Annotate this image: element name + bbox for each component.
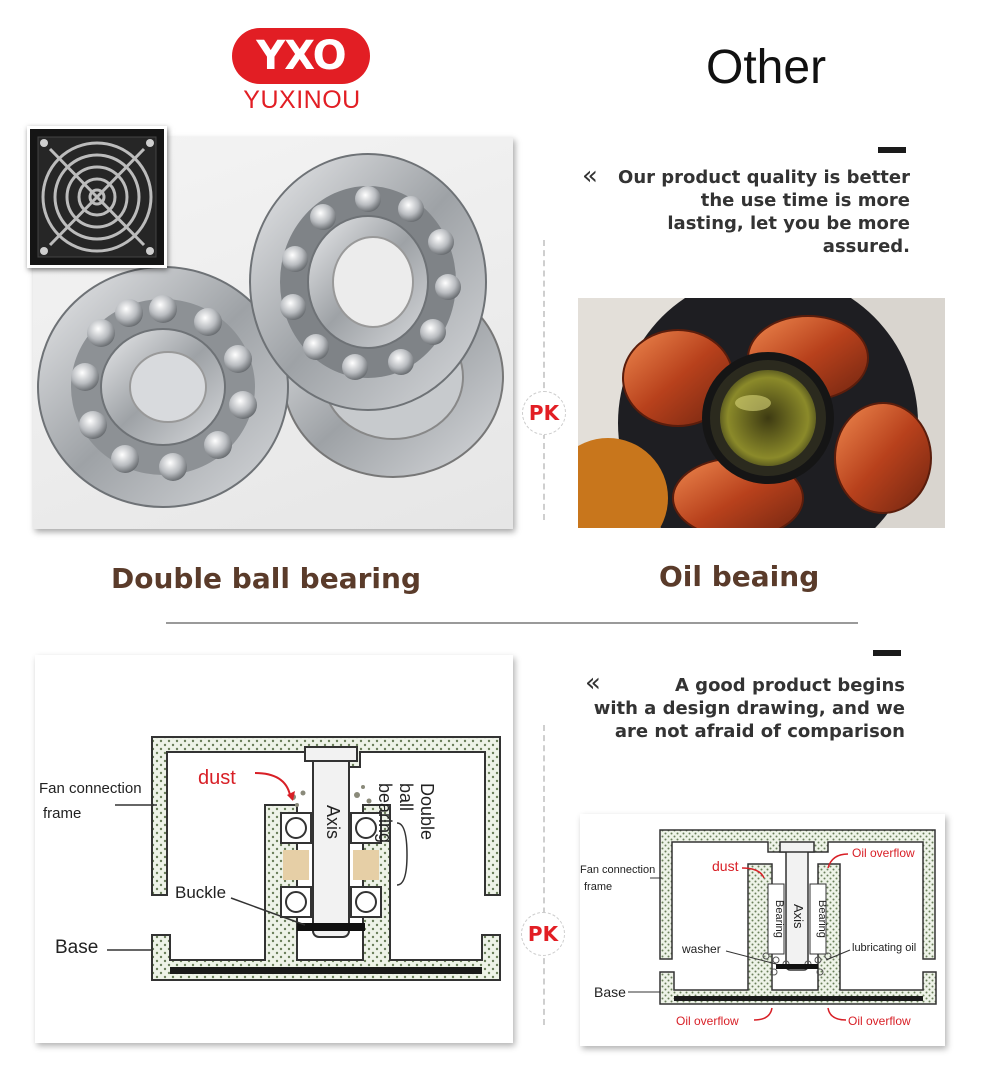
double-ball-bearing-diagram [35,655,513,1043]
fan-frame-label: frame [43,805,82,822]
buckle-label: Buckle [175,883,227,902]
pk-badge: PK [521,912,565,956]
base-label: Base [55,937,99,958]
oil-overflow-label: Oil overflow [676,1014,739,1028]
right-caption: Oil beaing [659,560,820,593]
fan-grill-icon [30,129,164,265]
fan-frame-label: Fan connection [39,780,142,797]
logo-name: YUXINOU [243,86,361,114]
bearing-label: Bearing [773,900,785,938]
bearing-label: Bearing [816,900,828,938]
description-line: A good product begins [674,675,905,696]
left-caption: Double ball bearing [111,562,421,595]
section-divider [166,622,858,624]
oil-bearing-diagram [580,814,945,1046]
quote-icon: « [582,161,598,191]
dust-label: dust [712,858,739,874]
brand-logo [232,28,372,115]
axis-label: Axis [323,805,343,840]
description-line: the use time is more [700,190,910,211]
accent-dash [878,147,906,153]
fan-frame-label: Fan connection [580,864,656,876]
lubricating-oil-label: lubricating oil [852,942,917,954]
description-line: Our product quality is better [618,167,910,188]
accent-dash [873,650,901,656]
motor-stator-illustration [578,298,945,528]
oil-overflow-label: Oil overflow [852,846,915,860]
logo-mark: YXO [232,28,370,84]
bottom-description [565,674,905,743]
bearing-label: Double ball bearing [375,783,437,844]
quote-icon: « [585,668,601,698]
other-title: Other [706,41,827,94]
description-line: are not afraid of comparison [614,721,905,742]
pk-badge: PK [522,391,566,435]
washer-label: washer [682,942,721,956]
description-line: assured. [822,236,910,257]
top-description [590,166,910,258]
bearing-cross-section [35,655,513,1043]
pk-divider-line [543,240,545,520]
base-label: Base [594,984,626,1000]
description-line: with a design drawing, and we [593,698,905,719]
fan-frame-label: frame [584,881,613,893]
oil-overflow-label: Oil overflow [848,1014,911,1028]
description-line: lasting, let you be more [667,213,910,234]
pk-divider-line [543,725,545,1025]
oil-bearing-photo [578,298,945,528]
fan-inset-photo [27,126,167,268]
axis-label: Axis [791,904,806,929]
dust-label: dust [198,767,236,789]
